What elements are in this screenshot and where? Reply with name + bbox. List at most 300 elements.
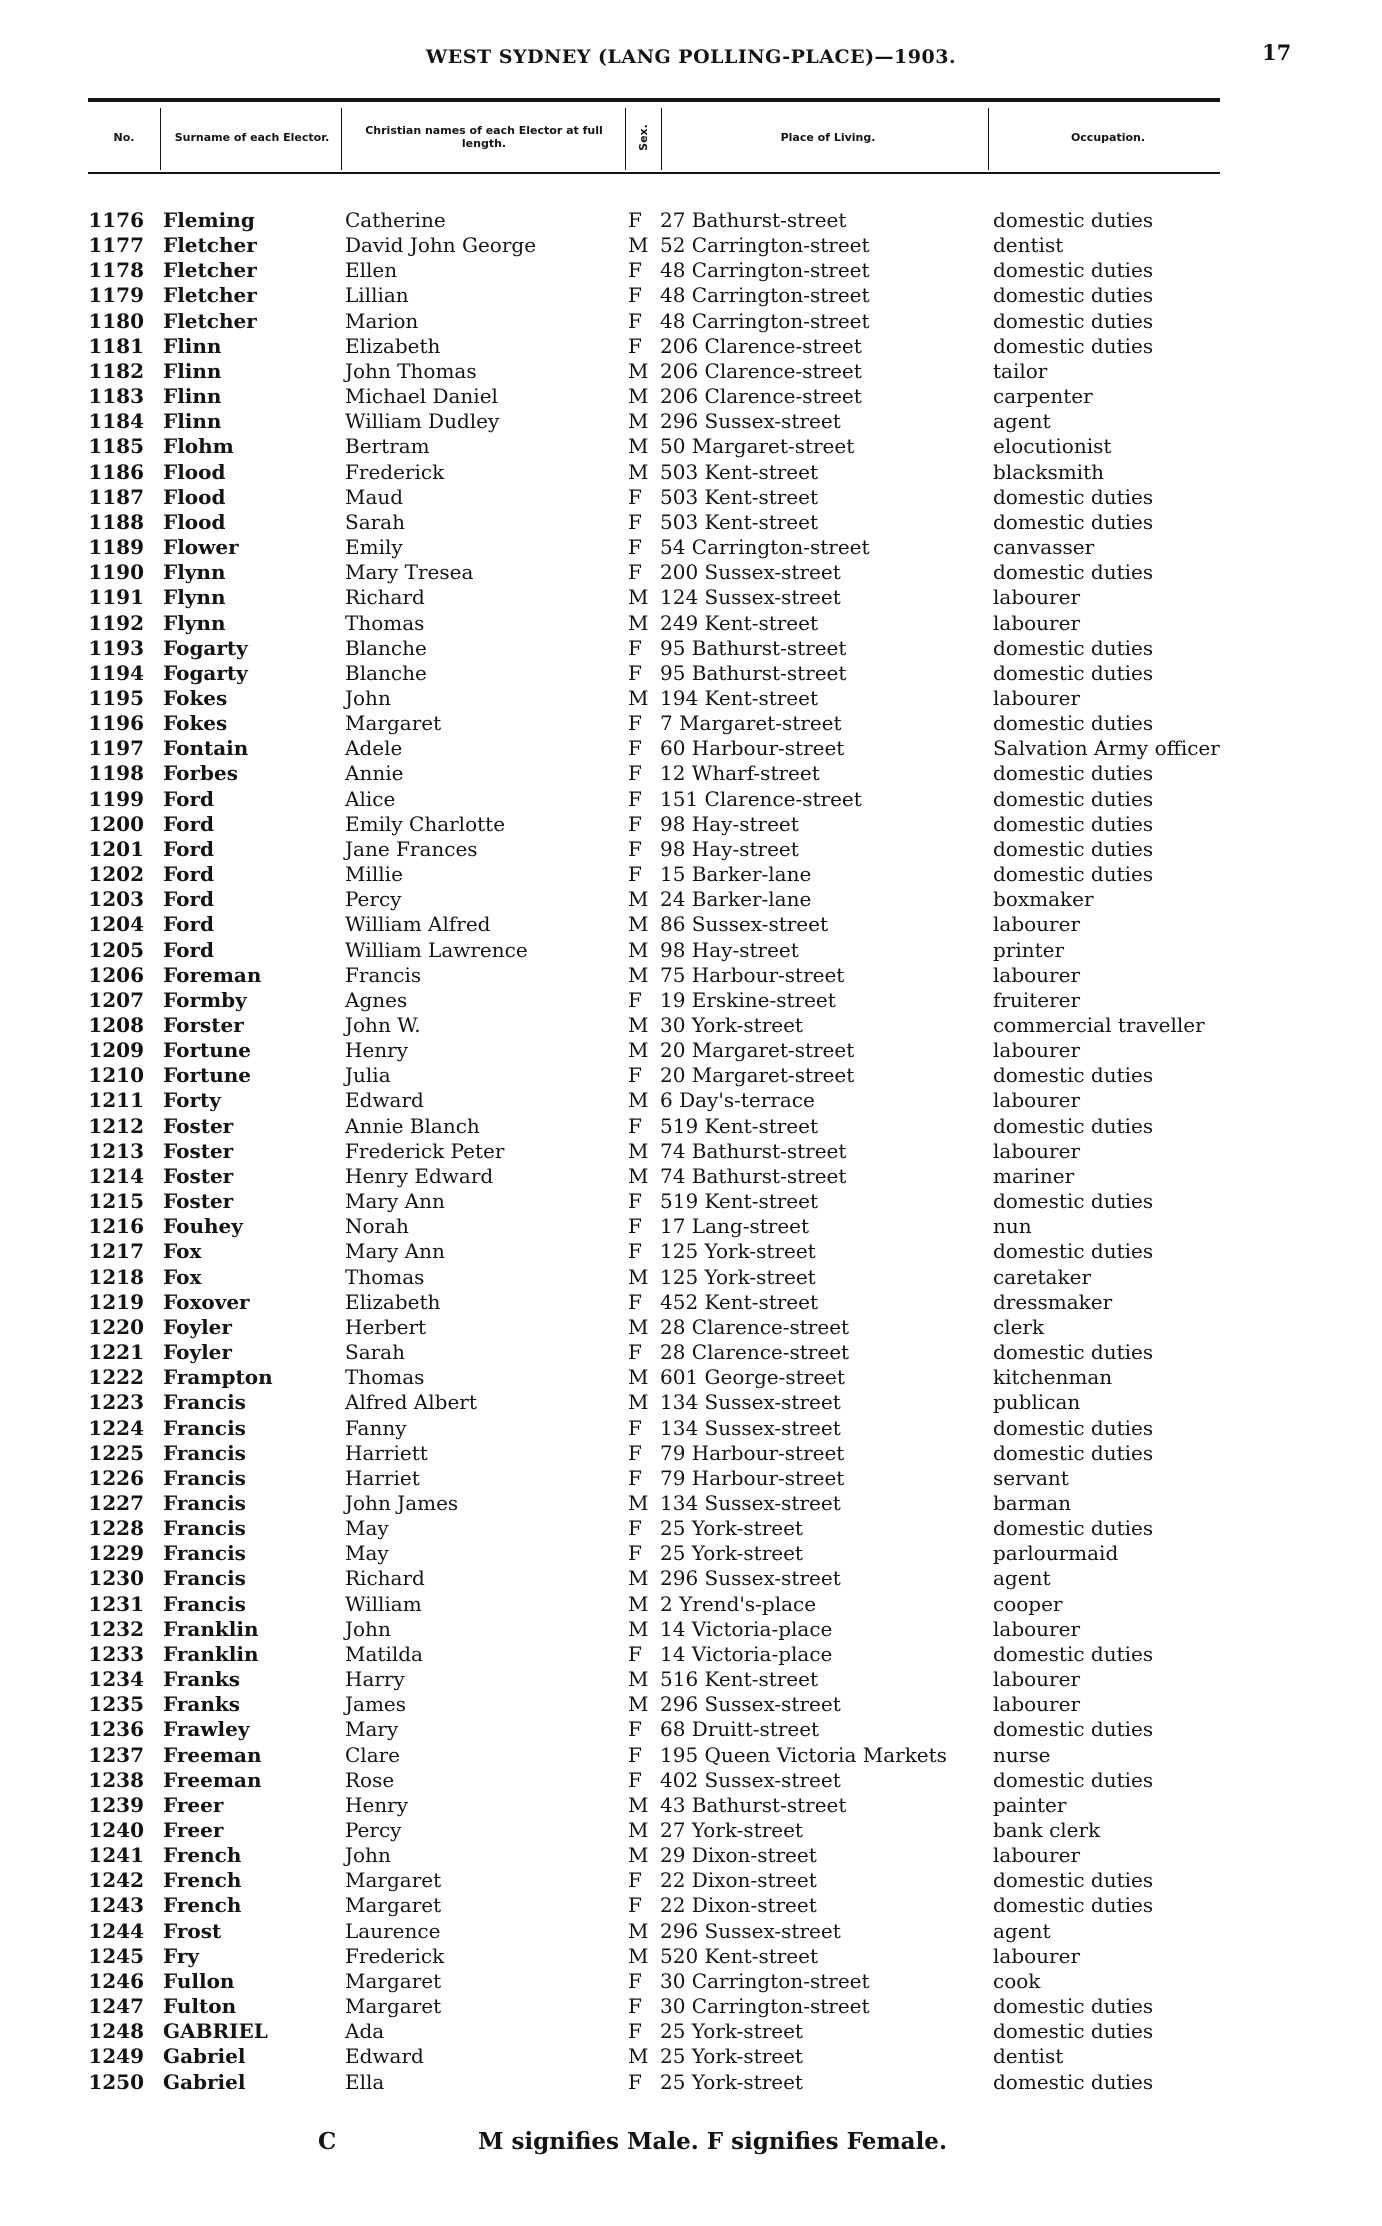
- elector-number: 1236: [88, 1717, 144, 1742]
- occupation: labourer: [993, 1088, 1081, 1113]
- sex: M: [628, 1138, 649, 1163]
- sex: M: [628, 585, 649, 610]
- place-of-living: 601 George-street: [660, 1365, 845, 1390]
- elector-number: 1226: [88, 1465, 144, 1490]
- occupation: labourer: [993, 1616, 1081, 1641]
- surname: Gabriel: [163, 2044, 246, 2069]
- table-row: [0, 1617, 1382, 1642]
- occupation: fruiterer: [993, 987, 1081, 1012]
- surname: Foster: [163, 1138, 234, 1163]
- occupation: domestic duties: [993, 208, 1154, 232]
- sex: F: [628, 1340, 642, 1365]
- christian-names: Alice: [345, 786, 396, 811]
- surname: French: [163, 1843, 242, 1868]
- place-of-living: 206 Clarence-street: [660, 333, 862, 358]
- surname: Fortune: [163, 1063, 252, 1088]
- table-row: [0, 1944, 1382, 1969]
- sex: M: [628, 1038, 649, 1063]
- place-of-living: 28 Clarence-street: [660, 1314, 850, 1339]
- occupation: labourer: [993, 1138, 1081, 1163]
- occupation: agent: [993, 1566, 1051, 1591]
- sex: F: [628, 509, 642, 534]
- sex: M: [628, 1163, 649, 1188]
- surname: French: [163, 1868, 242, 1893]
- surname: Foster: [163, 1189, 234, 1214]
- table-row: [0, 1717, 1382, 1742]
- christian-names: William Dudley: [345, 409, 500, 434]
- table-row: [0, 1416, 1382, 1441]
- occupation: elocutionist: [993, 434, 1112, 459]
- elector-number: 1208: [88, 1013, 144, 1037]
- sex: F: [628, 1465, 642, 1490]
- elector-number: 1192: [88, 610, 144, 635]
- sex: M: [628, 1591, 649, 1616]
- christian-names: Maud: [345, 484, 404, 509]
- elector-number: 1233: [88, 1641, 144, 1666]
- occupation: bank clerk: [993, 1818, 1101, 1842]
- elector-number: 1224: [88, 1415, 144, 1440]
- column-header-surname: Surname of each Elector.: [174, 130, 330, 144]
- occupation: labourer: [993, 912, 1081, 937]
- christian-names: Francis: [345, 962, 422, 987]
- surname: Francis: [163, 1541, 246, 1566]
- elector-number: 1199: [88, 786, 144, 811]
- surname: Franks: [163, 1667, 241, 1692]
- place-of-living: 54 Carrington-street: [660, 535, 870, 560]
- elector-number: 1234: [88, 1667, 144, 1692]
- sex: F: [628, 560, 642, 585]
- christian-names: Adele: [345, 736, 403, 761]
- sex: F: [628, 987, 642, 1012]
- place-of-living: 98 Hay-street: [660, 937, 799, 962]
- christian-names: Annie Blanch: [345, 1113, 480, 1138]
- place-of-living: 125 York-street: [660, 1239, 816, 1264]
- christian-names: Percy: [345, 887, 402, 912]
- column-divider: [625, 108, 626, 170]
- occupation: painter: [993, 1792, 1067, 1817]
- place-of-living: 200 Sussex-street: [660, 560, 841, 585]
- occupation: cooper: [993, 1591, 1063, 1616]
- place-of-living: 22 Dixon-street: [660, 1893, 817, 1918]
- christian-names: Elizabeth: [345, 333, 441, 358]
- sex: F: [628, 1868, 642, 1893]
- christian-names: David John George: [345, 233, 537, 258]
- elector-number: 1204: [88, 912, 144, 937]
- christian-names: Jane Frances: [345, 836, 478, 861]
- surname: Ford: [163, 862, 214, 887]
- place-of-living: 28 Clarence-street: [660, 1340, 850, 1365]
- christian-names: Blanche: [345, 635, 427, 660]
- surname: Fogarty: [163, 635, 248, 660]
- occupation: domestic duties: [993, 635, 1154, 660]
- table-row: [0, 1013, 1382, 1038]
- sex: F: [628, 836, 642, 861]
- christian-names: Henry: [345, 1792, 409, 1817]
- sex: M: [628, 459, 649, 484]
- table-row: [0, 661, 1382, 686]
- occupation: domestic duties: [993, 786, 1154, 811]
- table-row: [0, 1541, 1382, 1566]
- elector-number: 1214: [88, 1163, 144, 1188]
- signature-letter: C: [318, 2128, 337, 2155]
- place-of-living: 20 Margaret-street: [660, 1038, 855, 1063]
- place-of-living: 74 Bathurst-street: [660, 1138, 847, 1163]
- table-row: [0, 384, 1382, 409]
- elector-number: 1246: [88, 1968, 144, 1993]
- christian-names: Margaret: [345, 1968, 442, 1993]
- occupation: labourer: [993, 1038, 1081, 1063]
- christian-names: Thomas: [345, 1365, 425, 1390]
- table-row: [0, 611, 1382, 636]
- table-row: [0, 485, 1382, 510]
- occupation: caretaker: [993, 1264, 1091, 1289]
- christian-names: Harriett: [345, 1440, 428, 1465]
- elector-number: 1237: [88, 1742, 144, 1767]
- elector-number: 1176: [88, 208, 144, 232]
- surname: Fleming: [163, 208, 255, 232]
- table-row: [0, 1491, 1382, 1516]
- table-header: [88, 98, 1220, 174]
- sex: M: [628, 685, 649, 710]
- elector-number: 1185: [88, 434, 144, 459]
- sex: M: [628, 1566, 649, 1591]
- sex: F: [628, 484, 642, 509]
- surname: Formby: [163, 987, 247, 1012]
- christian-names: Harry: [345, 1667, 405, 1692]
- occupation: servant: [993, 1465, 1069, 1490]
- elector-number: 1243: [88, 1893, 144, 1918]
- table-row: [0, 560, 1382, 585]
- place-of-living: 14 Victoria-place: [660, 1616, 833, 1641]
- christian-names: Margaret: [345, 1868, 442, 1893]
- occupation: domestic duties: [993, 1717, 1154, 1742]
- table-row: [0, 233, 1382, 258]
- sex: M: [628, 912, 649, 937]
- place-of-living: 12 Wharf-street: [660, 761, 820, 786]
- place-of-living: 194 Kent-street: [660, 685, 819, 710]
- occupation: clerk: [993, 1314, 1045, 1339]
- christian-names: Alfred Albert: [345, 1390, 477, 1415]
- christian-names: Edward: [345, 1088, 424, 1113]
- place-of-living: 249 Kent-street: [660, 610, 819, 635]
- christian-names: James: [345, 1692, 407, 1717]
- occupation: domestic duties: [993, 1340, 1154, 1365]
- elector-number: 1249: [88, 2044, 144, 2069]
- table-row: [0, 334, 1382, 359]
- sex: F: [628, 2069, 642, 2094]
- place-of-living: 7 Margaret-street: [660, 711, 842, 736]
- elector-number: 1180: [88, 308, 144, 333]
- surname: Flohm: [163, 434, 234, 459]
- place-of-living: 296 Sussex-street: [660, 1566, 841, 1591]
- place-of-living: 452 Kent-street: [660, 1289, 819, 1314]
- surname: Francis: [163, 1566, 246, 1591]
- surname: Francis: [163, 1440, 246, 1465]
- sex: F: [628, 1742, 642, 1767]
- table-row: [0, 1038, 1382, 1063]
- place-of-living: 48 Carrington-street: [660, 283, 870, 308]
- place-of-living: 19 Erskine-street: [660, 987, 836, 1012]
- christian-names: Mary: [345, 1717, 399, 1742]
- place-of-living: 195 Queen Victoria Markets: [660, 1742, 947, 1767]
- table-row: [0, 1114, 1382, 1139]
- place-of-living: 17 Lang-street: [660, 1214, 810, 1239]
- column-header-no: No.: [113, 130, 135, 144]
- christian-names: John: [345, 1843, 391, 1868]
- elector-number: 1188: [88, 509, 144, 534]
- place-of-living: 503 Kent-street: [660, 509, 819, 534]
- occupation: domestic duties: [993, 1239, 1154, 1264]
- surname: Foyler: [163, 1314, 232, 1339]
- elector-number: 1193: [88, 635, 144, 660]
- column-divider: [988, 108, 989, 170]
- sex: F: [628, 1968, 642, 1993]
- christian-names: William: [345, 1591, 422, 1616]
- place-of-living: 95 Bathurst-street: [660, 635, 847, 660]
- place-of-living: 503 Kent-street: [660, 459, 819, 484]
- column-header-sex: [628, 114, 658, 160]
- sex: F: [628, 1289, 642, 1314]
- surname: Gabriel: [163, 2069, 246, 2094]
- occupation: domestic duties: [993, 1893, 1154, 1918]
- place-of-living: 27 Bathurst-street: [660, 208, 847, 232]
- christian-names: Percy: [345, 1818, 402, 1842]
- elector-number: 1232: [88, 1616, 144, 1641]
- surname: Forty: [163, 1088, 221, 1113]
- elector-number: 1225: [88, 1440, 144, 1465]
- sex: F: [628, 862, 642, 887]
- table-row: [0, 988, 1382, 1013]
- sex: M: [628, 409, 649, 434]
- surname: Flower: [163, 535, 239, 560]
- place-of-living: 50 Margaret-street: [660, 434, 855, 459]
- occupation: canvasser: [993, 535, 1095, 560]
- table-row: [0, 434, 1382, 459]
- christian-names: Richard: [345, 585, 425, 610]
- occupation: commercial traveller: [993, 1013, 1205, 1037]
- sex: F: [628, 208, 642, 232]
- sex: F: [628, 1994, 642, 2019]
- table-row: [0, 309, 1382, 334]
- surname: Foyler: [163, 1340, 232, 1365]
- surname: Francis: [163, 1415, 246, 1440]
- christian-names: Margaret: [345, 1994, 442, 2019]
- sex: F: [628, 535, 642, 560]
- sex: M: [628, 1314, 649, 1339]
- sex: F: [628, 1239, 642, 1264]
- occupation: domestic duties: [993, 258, 1154, 283]
- elector-number: 1197: [88, 736, 144, 761]
- occupation: domestic duties: [993, 711, 1154, 736]
- table-row: [0, 1868, 1382, 1893]
- table-row: [0, 1466, 1382, 1491]
- table-row: [0, 1265, 1382, 1290]
- surname: Foster: [163, 1163, 234, 1188]
- place-of-living: 14 Victoria-place: [660, 1641, 833, 1666]
- elector-number: 1191: [88, 585, 144, 610]
- place-of-living: 296 Sussex-street: [660, 409, 841, 434]
- christian-names: Agnes: [345, 987, 408, 1012]
- table-row: [0, 963, 1382, 988]
- place-of-living: 134 Sussex-street: [660, 1390, 841, 1415]
- table-row: [0, 636, 1382, 661]
- sex: M: [628, 1013, 649, 1037]
- table-row: [0, 1843, 1382, 1868]
- table-row: [0, 1743, 1382, 1768]
- elector-number: 1184: [88, 409, 144, 434]
- elector-number: 1190: [88, 560, 144, 585]
- christian-names: Herbert: [345, 1314, 427, 1339]
- place-of-living: 30 Carrington-street: [660, 1968, 870, 1993]
- elector-number: 1223: [88, 1390, 144, 1415]
- table-row: [0, 1768, 1382, 1793]
- occupation: domestic duties: [993, 484, 1154, 509]
- place-of-living: 519 Kent-street: [660, 1113, 819, 1138]
- elector-number: 1205: [88, 937, 144, 962]
- sex: F: [628, 1063, 642, 1088]
- surname: Frost: [163, 1918, 222, 1943]
- sex: F: [628, 811, 642, 836]
- christian-names: Norah: [345, 1214, 409, 1239]
- elector-number: 1239: [88, 1792, 144, 1817]
- surname: Freer: [163, 1818, 224, 1842]
- place-of-living: 124 Sussex-street: [660, 585, 841, 610]
- occupation: domestic duties: [993, 811, 1154, 836]
- surname: Flood: [163, 459, 226, 484]
- table-row: [0, 887, 1382, 912]
- occupation: domestic duties: [993, 1113, 1154, 1138]
- christian-names: Edward: [345, 2044, 424, 2069]
- sex: F: [628, 1440, 642, 1465]
- christian-names: Ellen: [345, 258, 398, 283]
- sex: M: [628, 1667, 649, 1692]
- sex: M: [628, 1365, 649, 1390]
- place-of-living: 79 Harbour-street: [660, 1465, 845, 1490]
- elector-number: 1221: [88, 1340, 144, 1365]
- place-of-living: 60 Harbour-street: [660, 736, 845, 761]
- elector-number: 1216: [88, 1214, 144, 1239]
- sex: M: [628, 1943, 649, 1968]
- occupation: labourer: [993, 1692, 1081, 1717]
- surname: Foxover: [163, 1289, 250, 1314]
- place-of-living: 151 Clarence-street: [660, 786, 862, 811]
- elector-number: 1181: [88, 333, 144, 358]
- table-row: [0, 1365, 1382, 1390]
- place-of-living: 296 Sussex-street: [660, 1918, 841, 1943]
- table-row: [0, 1390, 1382, 1415]
- table-row: [0, 787, 1382, 812]
- page-number: 17: [1262, 40, 1292, 65]
- place-of-living: 25 York-street: [660, 2069, 803, 2094]
- elector-number: 1202: [88, 862, 144, 887]
- table-row: [0, 1088, 1382, 1113]
- sex: F: [628, 1516, 642, 1541]
- table-row: [0, 258, 1382, 283]
- christian-names: Frederick: [345, 1943, 445, 1968]
- table-row: [0, 1793, 1382, 1818]
- occupation: boxmaker: [993, 887, 1094, 912]
- christian-names: John James: [345, 1490, 459, 1515]
- elector-number: 1227: [88, 1490, 144, 1515]
- surname: Frawley: [163, 1717, 250, 1742]
- surname: Forbes: [163, 761, 238, 786]
- elector-number: 1183: [88, 384, 144, 409]
- christian-names: Blanche: [345, 660, 427, 685]
- occupation: domestic duties: [993, 660, 1154, 685]
- christian-names: Richard: [345, 1566, 425, 1591]
- christian-names: Mary Tresea: [345, 560, 474, 585]
- christian-names: Bertram: [345, 434, 430, 459]
- table-row: [0, 1214, 1382, 1239]
- place-of-living: 516 Kent-street: [660, 1667, 819, 1692]
- occupation: nun: [993, 1214, 1032, 1239]
- christian-names: Clare: [345, 1742, 401, 1767]
- christian-names: Emily Charlotte: [345, 811, 506, 836]
- elector-number: 1231: [88, 1591, 144, 1616]
- place-of-living: 48 Carrington-street: [660, 308, 870, 333]
- table-row: [0, 1315, 1382, 1340]
- elector-number: 1198: [88, 761, 144, 786]
- occupation: agent: [993, 1918, 1051, 1943]
- elector-number: 1195: [88, 685, 144, 710]
- elector-number: 1222: [88, 1365, 144, 1390]
- place-of-living: 75 Harbour-street: [660, 962, 845, 987]
- table-row: [0, 862, 1382, 887]
- surname: Francis: [163, 1516, 246, 1541]
- sex: M: [628, 1918, 649, 1943]
- elector-number: 1235: [88, 1692, 144, 1717]
- surname: Freeman: [163, 1767, 262, 1792]
- surname: Fry: [163, 1943, 200, 1968]
- sex: F: [628, 258, 642, 283]
- christian-names: Matilda: [345, 1641, 423, 1666]
- table-row: [0, 761, 1382, 786]
- place-of-living: 134 Sussex-street: [660, 1415, 841, 1440]
- surname: Fletcher: [163, 233, 257, 258]
- elector-number: 1241: [88, 1843, 144, 1868]
- sex: F: [628, 1767, 642, 1792]
- christian-names: Millie: [345, 862, 403, 887]
- elector-number: 1189: [88, 535, 144, 560]
- surname: Flinn: [163, 333, 222, 358]
- place-of-living: 134 Sussex-street: [660, 1490, 841, 1515]
- occupation: labourer: [993, 1943, 1081, 1968]
- sex: M: [628, 937, 649, 962]
- surname: Fullon: [163, 1968, 235, 1993]
- elector-number: 1230: [88, 1566, 144, 1591]
- table-row: [0, 535, 1382, 560]
- surname: Ford: [163, 937, 214, 962]
- elector-number: 1250: [88, 2069, 144, 2094]
- elector-number: 1178: [88, 258, 144, 283]
- surname: Flood: [163, 509, 226, 534]
- table-row: [0, 1893, 1382, 1918]
- elector-number: 1228: [88, 1516, 144, 1541]
- christian-names: May: [345, 1516, 389, 1541]
- sex: M: [628, 962, 649, 987]
- surname: Ford: [163, 811, 214, 836]
- surname: French: [163, 1893, 242, 1918]
- elector-number: 1219: [88, 1289, 144, 1314]
- table-row: [0, 1441, 1382, 1466]
- column-divider: [160, 108, 161, 170]
- christian-names: Sarah: [345, 1340, 405, 1365]
- elector-number: 1217: [88, 1239, 144, 1264]
- elector-number: 1218: [88, 1264, 144, 1289]
- table-row: [0, 1139, 1382, 1164]
- place-of-living: 30 Carrington-street: [660, 1994, 870, 2019]
- table-row: [0, 736, 1382, 761]
